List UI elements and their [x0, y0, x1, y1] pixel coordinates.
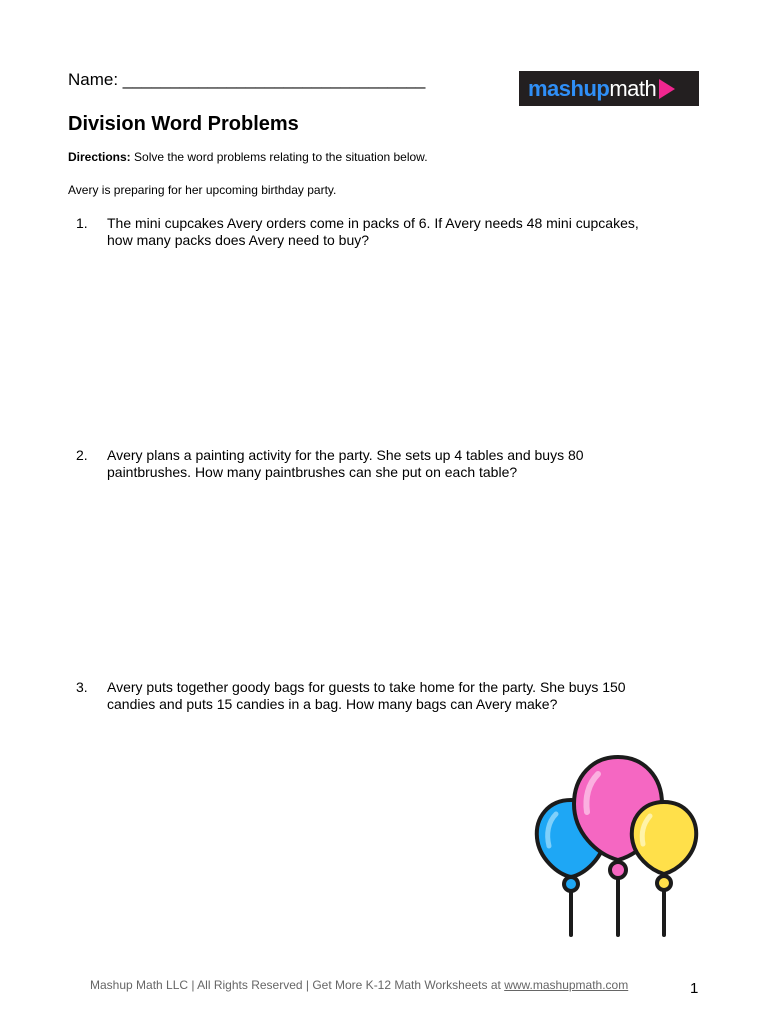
problem-text: The mini cupcakes Avery orders come in packs of 6. If Avery needs 48 mini cupcakes, how many packs does Avery need to buy?: [107, 215, 639, 248]
problem-number: 2.: [76, 447, 88, 463]
footer-text: Mashup Math LLC | All Rights Reserved | Get More K-12 Math Worksheets at: [90, 978, 505, 992]
problem-text: Avery puts together goody bags for guests to take home for the party. She buys 150 candies and puts 15 candies in a bag. How many bags can Avery make?: [107, 679, 626, 712]
directions-label: Directions:: [68, 150, 131, 164]
problem-1: [68, 215, 708, 249]
problem-number: 1.: [76, 215, 88, 231]
yellow-balloon: [632, 802, 696, 890]
play-triangle-icon: [659, 79, 675, 99]
directions: [68, 150, 428, 164]
footer-link[interactable]: www.mashupmath.com: [504, 978, 629, 992]
footer: [90, 978, 628, 992]
logo-wordmark: mashupmath: [528, 75, 657, 101]
intro-text: Avery is preparing for her upcoming birthday party.: [68, 183, 337, 197]
name-field-label: Name: ________________________________: [68, 70, 426, 89]
page-title: Division Word Problems: [68, 113, 299, 135]
balloons-icon: [530, 752, 705, 942]
mashupmath-logo: [519, 71, 699, 106]
problem-2: [68, 447, 708, 481]
problem-3: [68, 679, 708, 713]
problem-number: 3.: [76, 679, 88, 695]
directions-text: Solve the word problems relating to the situation below.: [130, 150, 428, 164]
page-number: 1: [690, 980, 699, 997]
problem-text: Avery plans a painting activity for the party. She sets up 4 tables and buys 80 paintbrushes. How many paintbrushes can she put on each table?: [107, 447, 584, 480]
